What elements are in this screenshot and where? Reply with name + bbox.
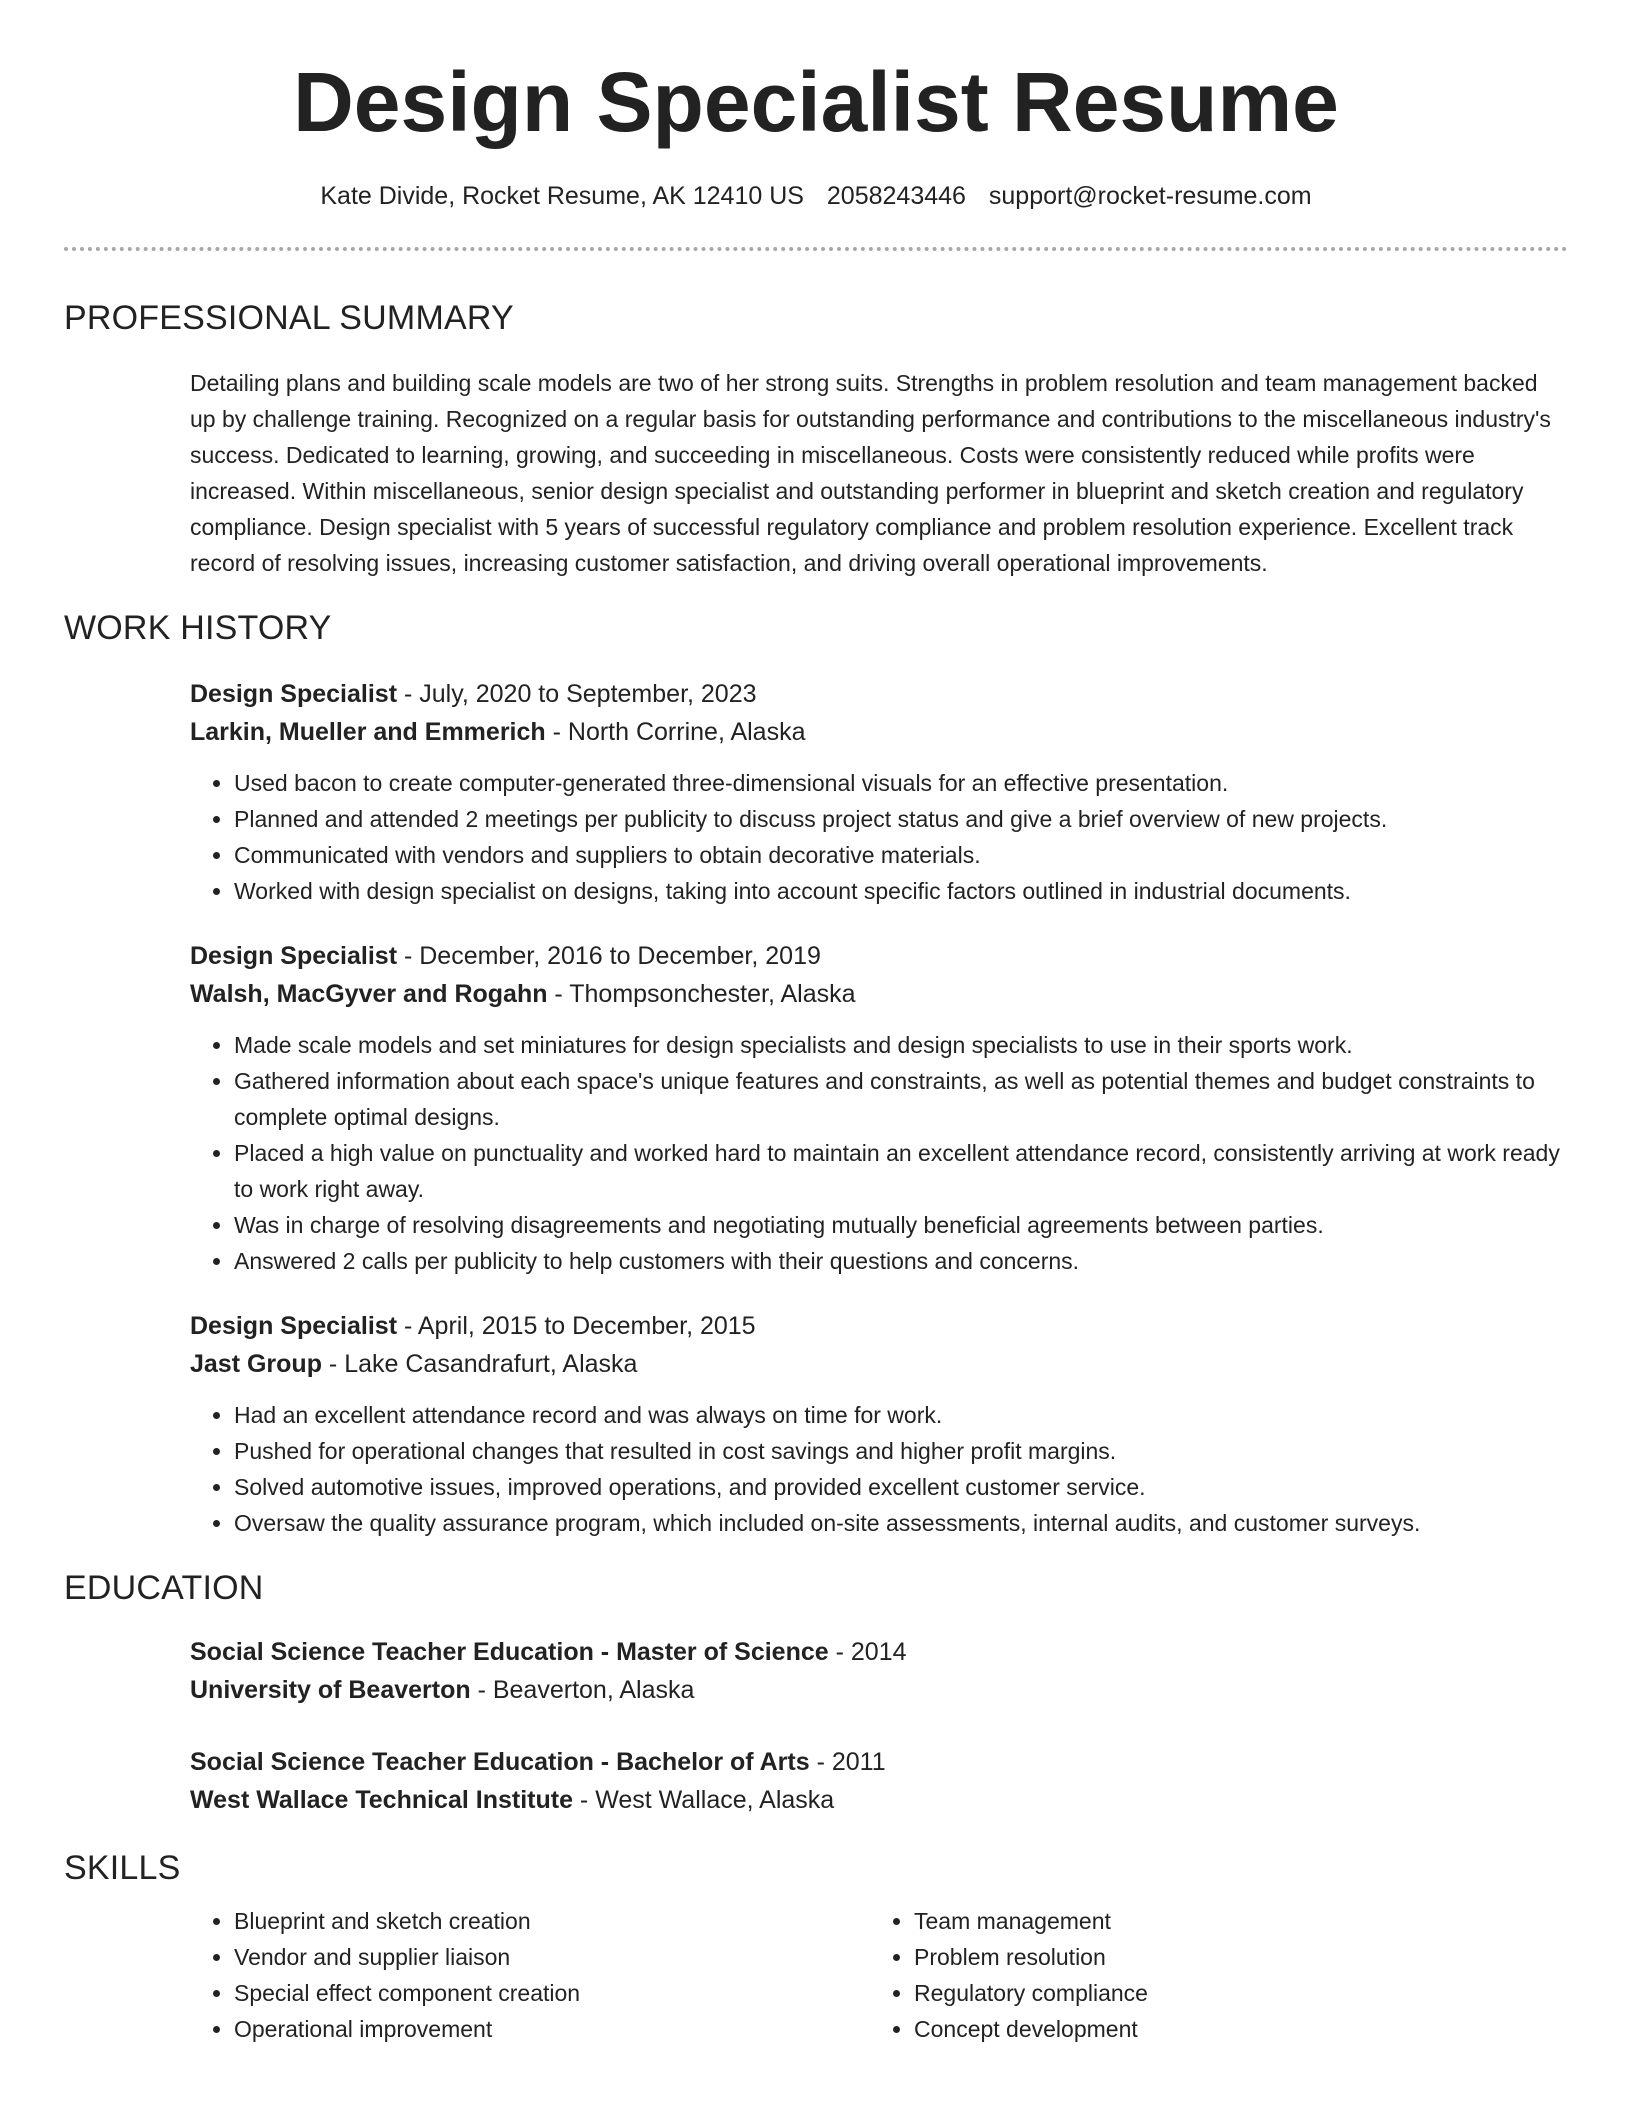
job-location: - Thompsonchester, Alaska bbox=[547, 980, 856, 1008]
school-name: University of Beaverton bbox=[190, 1676, 471, 1704]
job-bullets bbox=[190, 765, 1568, 909]
job-title-line bbox=[190, 937, 1568, 975]
degree-line bbox=[190, 1743, 1568, 1781]
work-history-heading: WORK HISTORY bbox=[64, 609, 332, 647]
education-entry bbox=[190, 1633, 1568, 1709]
job-company: Walsh, MacGyver and Rogahn bbox=[190, 980, 548, 1008]
degree-year: - 2014 bbox=[828, 1638, 907, 1666]
skill-item: • Special effect component creation bbox=[234, 1975, 870, 2011]
resume-page bbox=[64, 0, 1568, 2047]
job-location: - Lake Casandrafurt, Alaska bbox=[321, 1350, 638, 1378]
skills-grid bbox=[190, 1903, 1568, 2047]
degree-line bbox=[190, 1633, 1568, 1671]
job-entry bbox=[190, 1307, 1568, 1541]
school-location: - West Wallace, Alaska bbox=[572, 1786, 835, 1814]
job-dates: - April, 2015 to December, 2015 bbox=[397, 1312, 756, 1340]
job-bullet: • Solved automotive issues, improved operations, and provided excellent customer service. bbox=[234, 1469, 1568, 1505]
job-bullet: • Planned and attended 2 meetings per publicity to discuss project status and give a brief overview of new projects. bbox=[234, 801, 1568, 837]
job-bullet: • Was in charge of resolving disagreements and negotiating mutually beneficial agreements between parties. bbox=[234, 1207, 1568, 1243]
degree-name: Social Science Teacher Education - Master of Science bbox=[190, 1638, 829, 1666]
job-bullet: • Worked with design specialist on designs, taking into account specific factors outlined in industrial documents. bbox=[234, 873, 1568, 909]
skills-list bbox=[870, 1903, 1550, 2047]
skill-item: • Regulatory compliance bbox=[914, 1975, 1550, 2011]
resume-title: Design Specialist Resume bbox=[293, 55, 1339, 149]
skill-item: • Problem resolution bbox=[914, 1939, 1550, 1975]
job-title: Design Specialist bbox=[190, 942, 398, 970]
skill-item: • Blueprint and sketch creation bbox=[234, 1903, 870, 1939]
education-heading: EDUCATION bbox=[64, 1569, 264, 1607]
skill-item: • Operational improvement bbox=[234, 2011, 870, 2047]
skills-column-left bbox=[190, 1903, 870, 2047]
job-bullet: • Oversaw the quality assurance program, which included on-site assessments, internal audits, and customer surveys. bbox=[234, 1505, 1568, 1541]
job-bullet: • Communicated with vendors and suppliers to obtain decorative materials. bbox=[234, 837, 1568, 873]
job-entry bbox=[190, 675, 1568, 909]
degree-year: - 2011 bbox=[809, 1748, 886, 1776]
job-dates: - December, 2016 to December, 2019 bbox=[397, 942, 821, 970]
skills-column-right bbox=[870, 1903, 1550, 2047]
job-bullet: • Used bacon to create computer-generated three-dimensional visuals for an effective presentation. bbox=[234, 765, 1568, 801]
job-title-line bbox=[190, 1307, 1568, 1345]
contact-phone: 2058243446 bbox=[826, 182, 966, 210]
job-company-line bbox=[190, 975, 1568, 1013]
summary-heading: PROFESSIONAL SUMMARY bbox=[64, 299, 514, 337]
contact-line bbox=[64, 180, 1568, 212]
job-bullet: • Answered 2 calls per publicity to help customers with their questions and concerns. bbox=[234, 1243, 1568, 1279]
education-entry bbox=[190, 1743, 1568, 1819]
school-location: - Beaverton, Alaska bbox=[470, 1676, 695, 1704]
degree-name: Social Science Teacher Education - Bachelor of Arts bbox=[190, 1748, 810, 1776]
job-bullet: • Had an excellent attendance record and was always on time for work. bbox=[234, 1397, 1568, 1433]
job-bullets bbox=[190, 1397, 1568, 1541]
job-bullet: • Placed a high value on punctuality and worked hard to maintain an excellent attendance record, consistently arriving at work ready to work right away. bbox=[234, 1135, 1568, 1207]
job-company-line bbox=[190, 713, 1568, 751]
school-line bbox=[190, 1671, 1568, 1709]
summary-text: Detailing plans and building scale models are two of her strong suits. Strengths in problem resolution and team management backed up by challenge training. Recognized on a regular basis for outstanding performance and contributions to the miscellaneous industry's success. Dedicated to learning, growing, and succeeding in miscellaneous. Costs were consistently reduced while profits were increased. Within miscellaneous, senior design specialist and outstanding performer in blueprint and sketch creation and regulatory compliance. Design specialist with 5 years of successful regulatory compliance and problem resolution experience. Excellent track record of resolving issues, increasing customer satisfaction, and driving overall operational improvements. bbox=[190, 370, 1551, 576]
job-title-line bbox=[190, 675, 1568, 713]
skill-item: • Concept development bbox=[914, 2011, 1550, 2047]
header-divider bbox=[64, 247, 1568, 251]
job-company: Jast Group bbox=[190, 1350, 322, 1378]
job-title: Design Specialist bbox=[190, 680, 398, 708]
job-company-line bbox=[190, 1345, 1568, 1383]
job-bullets bbox=[190, 1027, 1568, 1279]
skill-item: • Team management bbox=[914, 1903, 1550, 1939]
skills-list bbox=[190, 1903, 870, 2047]
school-name: West Wallace Technical Institute bbox=[190, 1786, 573, 1814]
contact-address: Kate Divide, Rocket Resume, AK 12410 US bbox=[320, 182, 804, 210]
skill-item: • Vendor and supplier liaison bbox=[234, 1939, 870, 1975]
job-bullet: • Made scale models and set miniatures for design specialists and design specialists to use in their sports work. bbox=[234, 1027, 1568, 1063]
job-entry bbox=[190, 937, 1568, 1279]
job-bullet: • Gathered information about each space's unique features and constraints, as well as potential themes and budget constraints to complete optimal designs. bbox=[234, 1063, 1568, 1135]
school-line bbox=[190, 1781, 1568, 1819]
contact-email: support@rocket-resume.com bbox=[988, 182, 1312, 210]
job-bullet: • Pushed for operational changes that resulted in cost savings and higher profit margins. bbox=[234, 1433, 1568, 1469]
job-dates: - July, 2020 to September, 2023 bbox=[397, 680, 757, 708]
job-company: Larkin, Mueller and Emmerich bbox=[190, 718, 546, 746]
job-title: Design Specialist bbox=[190, 1312, 398, 1340]
skills-heading: SKILLS bbox=[64, 1849, 181, 1887]
job-location: - North Corrine, Alaska bbox=[545, 718, 806, 746]
